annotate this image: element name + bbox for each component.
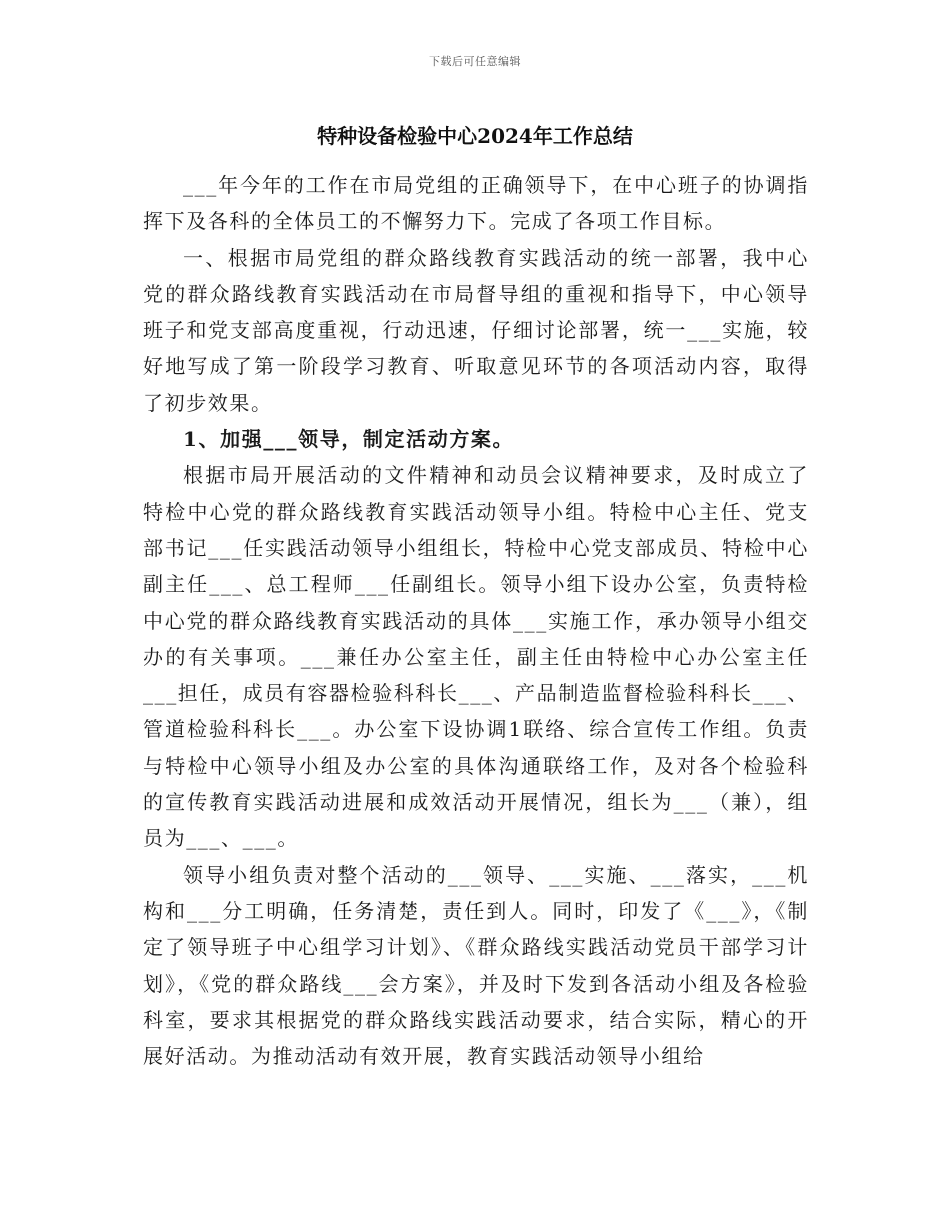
page-header-note: 下载后可任意编辑 (429, 55, 521, 68)
paragraph-section-one: 一、根据市局党组的群众路线教育实践活动的统一部署，我中心党的群众路线教育实践活动在市局督导组的重视和指导下，中心领导班子和党支部高度重视，行动迅速，仔细讨论部署，统一___实施，较好地写成了第一阶段学习教育、听取意见环节的各项活动内容，取得了初步效果。 (143, 245, 809, 415)
document-title: 特种设备检验中心2024年工作总结 (317, 124, 633, 148)
paragraph-intro: ___年今年的工作在市局党组的正确领导下，在中心班子的协调指挥下及各科的全体员工的不懈努力下。完成了各项工作目标。 (143, 173, 809, 234)
subsection-heading: 1、加强___领导，制定活动方案。 (183, 427, 515, 452)
document-body (143, 167, 809, 1074)
paragraph-leadership-group: 根据市局开展活动的文件精神和动员会议精神要求，及时成立了特检中心党的群众路线教育实践活动领导小组。特检中心主任、党支部书记___任实践活动领导小组组长，特检中心党支部成员、特检中心副主任___、总工程师___任副组长。领导小组下设办公室，负责特检中心党的群众路线教育实践活动的具体___实施工作，承办领导小组交办的有关事项。___兼任办公室主任，副主任由特检中心办公室主任___担任，成员有容器检验科科长___、产品制造监督检验科科长___、管道检验科科长___。办公室下设协调1联络、综合宣传工作组。负责与特检中心领导小组及办公室的具体沟通联络工作，及对各个检验科的宣传教育实践活动进展和成效活动开展情况，组长为___（兼），组员为___、___。 (143, 463, 809, 851)
paragraph-responsibilities: 领导小组负责对整个活动的___领导、___实施、___落实，___机构和___分工明确，任务清楚，责任到人。同时，印发了《___》，《制定了领导班子中心组学习计划》、《群众路线实践活动党员干部学习计划》，《党的群众路线___会方案》，并及时下发到各活动小组及各检验科室，要求其根据党的群众路线实践活动要求，结合实际，精心的开展好活动。为推动活动有效开展，教育实践活动领导小组给 (143, 862, 809, 1069)
